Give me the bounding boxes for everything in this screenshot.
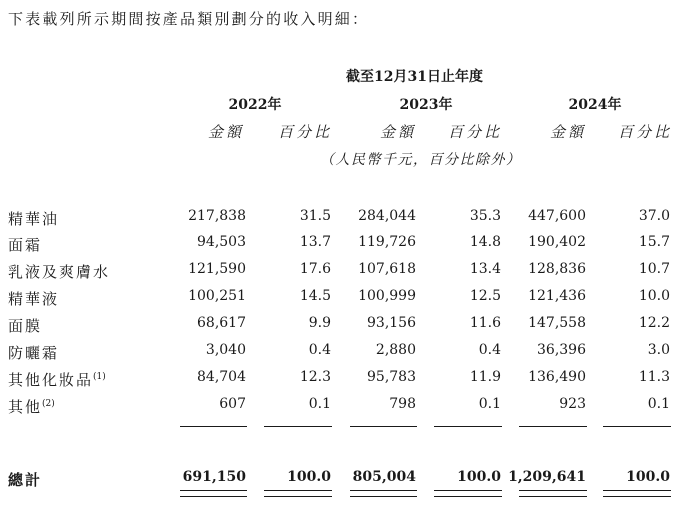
amount-2024: 923 bbox=[559, 396, 586, 412]
amount-2024: 136,490 bbox=[528, 369, 586, 385]
percent-2023: 12.5 bbox=[469, 288, 501, 304]
amount-2023: 119,726 bbox=[358, 234, 416, 250]
row-label: 面霜 bbox=[8, 236, 43, 254]
row-label: 精華油 bbox=[8, 210, 60, 228]
percent-2022: 0.1 bbox=[308, 396, 331, 412]
amount-2023: 107,618 bbox=[358, 261, 416, 277]
percent-header-2022: 百分比 bbox=[278, 123, 333, 141]
percent-2022: 12.3 bbox=[299, 369, 331, 385]
subtotal-rule bbox=[264, 426, 332, 427]
percent-2023: 11.9 bbox=[469, 369, 501, 385]
percent-2023: 13.4 bbox=[469, 261, 501, 277]
percent-2022: 17.6 bbox=[299, 261, 331, 277]
percent-2024: 12.2 bbox=[638, 315, 670, 331]
amount-2023: 95,783 bbox=[367, 369, 416, 385]
period-header: 截至12月31日止年度 bbox=[346, 69, 483, 85]
total-row bbox=[0, 466, 684, 492]
total-amount-2023: 805,004 bbox=[352, 469, 416, 485]
row-label: 乳液及爽膚水 bbox=[8, 263, 111, 281]
percent-2024: 37.0 bbox=[638, 208, 670, 224]
total-double-rule bbox=[434, 490, 502, 497]
percent-2022: 14.5 bbox=[299, 288, 331, 304]
percent-2023: 35.3 bbox=[469, 208, 501, 224]
amount-2024: 447,600 bbox=[528, 208, 586, 224]
percent-2023: 0.1 bbox=[478, 396, 501, 412]
amount-2022: 121,590 bbox=[188, 261, 246, 277]
amount-2022: 84,704 bbox=[197, 369, 246, 385]
row-label: 其他$^{(2)}$ bbox=[8, 398, 55, 416]
percent-2022: 9.9 bbox=[308, 315, 331, 331]
subtotal-rule bbox=[350, 426, 417, 427]
subtotal-rule bbox=[434, 426, 502, 427]
amount-2022: 217,838 bbox=[188, 208, 246, 224]
percent-2024: 10.0 bbox=[638, 288, 670, 304]
amount-2023: 798 bbox=[389, 396, 416, 412]
amount-2024: 190,402 bbox=[528, 234, 586, 250]
total-amount-2024: 1,209,641 bbox=[508, 469, 586, 485]
total-double-rule bbox=[603, 490, 671, 497]
total-percent-2023: 100.0 bbox=[457, 469, 501, 485]
percent-2022: 31.5 bbox=[299, 208, 331, 224]
year-2022: 2022年 bbox=[228, 97, 282, 113]
row-label: 面膜 bbox=[8, 317, 43, 335]
unit-note: （人民幣千元，百分比除外） bbox=[320, 152, 522, 168]
amount-2023: 284,044 bbox=[358, 208, 416, 224]
total-double-rule bbox=[350, 490, 417, 497]
total-double-rule bbox=[264, 490, 332, 497]
amount-2022: 607 bbox=[219, 396, 246, 412]
subtotal-rule bbox=[180, 426, 247, 427]
intro-text: 下表載列所示期間按產品類別劃分的收入明細： bbox=[8, 10, 370, 28]
table-row bbox=[0, 231, 684, 257]
amount-2024: 147,558 bbox=[528, 315, 586, 331]
table-row bbox=[0, 393, 684, 419]
subtotal-rule bbox=[519, 426, 587, 427]
total-label: 總計 bbox=[8, 471, 43, 489]
percent-2024: 11.3 bbox=[638, 369, 670, 385]
percent-2024: 10.7 bbox=[638, 261, 670, 277]
percent-2022: 13.7 bbox=[299, 234, 331, 250]
amount-2022: 3,040 bbox=[205, 342, 246, 358]
percent-2023: 0.4 bbox=[478, 342, 501, 358]
percent-header-2023: 百分比 bbox=[448, 123, 503, 141]
table-row bbox=[0, 258, 684, 284]
table-row bbox=[0, 205, 684, 231]
percent-header-2024: 百分比 bbox=[618, 123, 673, 141]
percent-2024: 3.0 bbox=[647, 342, 670, 358]
percent-2023: 14.8 bbox=[469, 234, 501, 250]
amount-2023: 93,156 bbox=[367, 315, 416, 331]
percent-2024: 15.7 bbox=[638, 234, 670, 250]
row-label: 其他化妝品$^{(1)}$ bbox=[8, 371, 106, 389]
total-amount-2022: 691,150 bbox=[182, 469, 246, 485]
total-percent-2022: 100.0 bbox=[287, 469, 331, 485]
table-row bbox=[0, 339, 684, 365]
table-row bbox=[0, 366, 684, 392]
subtotal-rule bbox=[603, 426, 671, 427]
year-2024: 2024年 bbox=[568, 97, 622, 113]
year-2023: 2023年 bbox=[399, 97, 453, 113]
amount-2023: 2,880 bbox=[375, 342, 416, 358]
percent-2023: 11.6 bbox=[469, 315, 501, 331]
footnote-marker: (1) bbox=[93, 372, 106, 382]
amount-2023: 100,999 bbox=[358, 288, 416, 304]
percent-2024: 0.1 bbox=[647, 396, 670, 412]
row-label: 防曬霜 bbox=[8, 344, 60, 362]
amount-header-2022: 金額 bbox=[208, 123, 245, 141]
amount-2024: 128,836 bbox=[528, 261, 586, 277]
amount-header-2024: 金額 bbox=[550, 123, 587, 141]
amount-2024: 121,436 bbox=[528, 288, 586, 304]
total-double-rule bbox=[180, 490, 247, 497]
table-row bbox=[0, 312, 684, 338]
row-label: 精華液 bbox=[8, 290, 60, 308]
percent-2022: 0.4 bbox=[308, 342, 331, 358]
table-row bbox=[0, 285, 684, 311]
amount-2022: 68,617 bbox=[197, 315, 246, 331]
total-double-rule bbox=[519, 490, 587, 497]
amount-2022: 100,251 bbox=[188, 288, 246, 304]
amount-header-2023: 金額 bbox=[380, 123, 417, 141]
amount-2022: 94,503 bbox=[197, 234, 246, 250]
footnote-marker: (2) bbox=[42, 399, 55, 409]
amount-2024: 36,396 bbox=[537, 342, 586, 358]
total-percent-2024: 100.0 bbox=[626, 469, 670, 485]
